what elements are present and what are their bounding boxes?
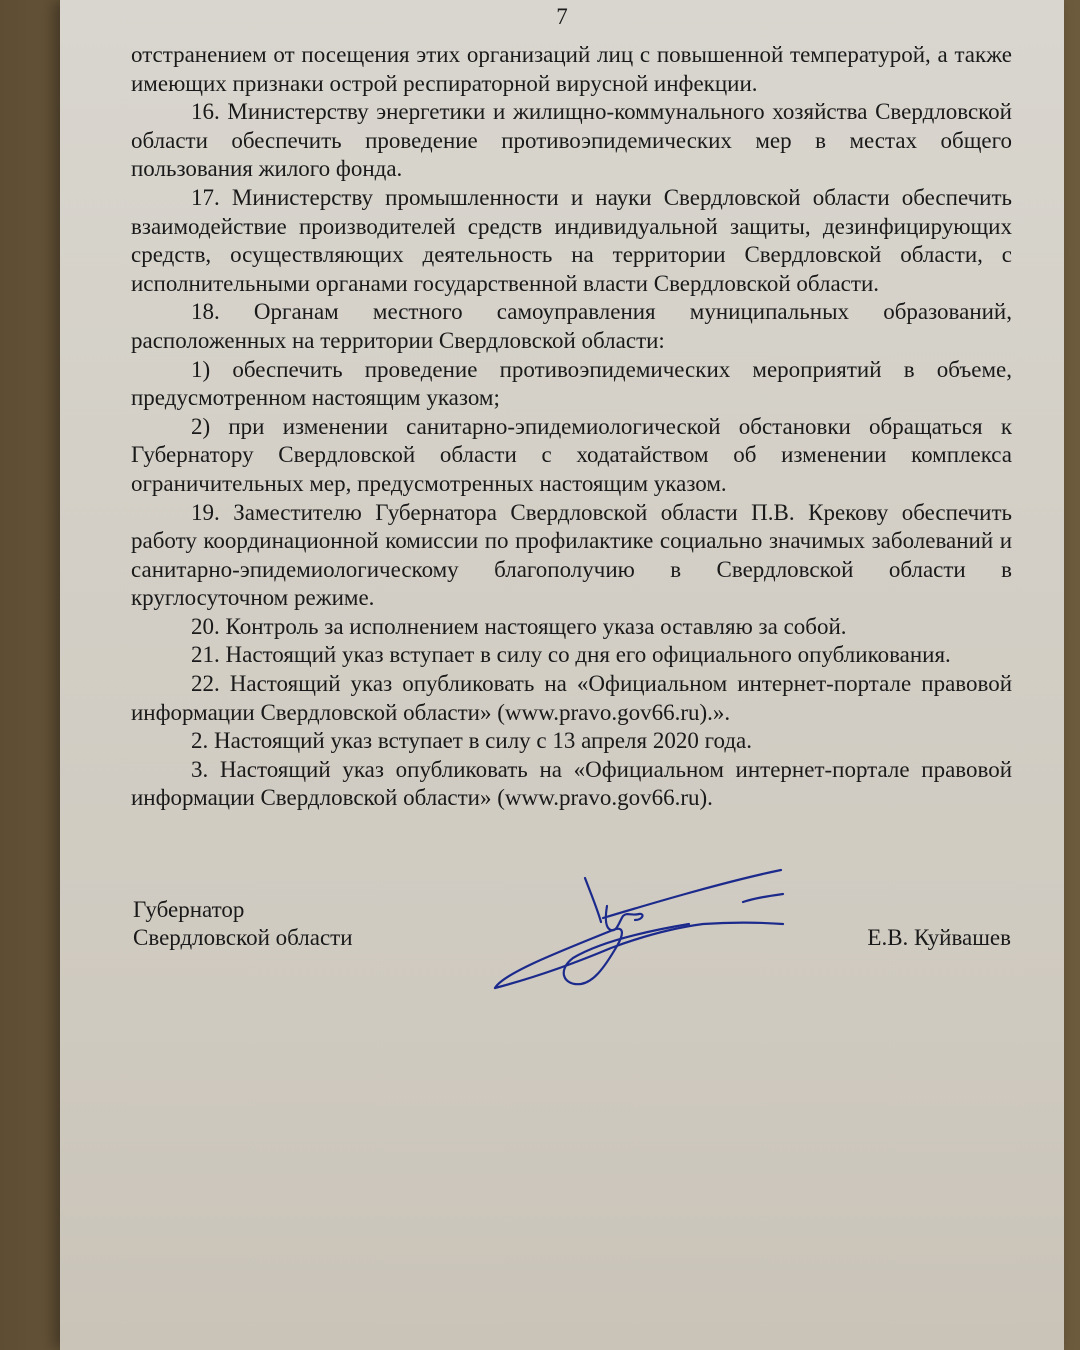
paragraph-item-18-1: 1) обеспечить проведение противоэпидемических мероприятий в объеме, предусмотренном настоящим указом; [131, 356, 1012, 411]
document-page [60, 0, 1064, 1350]
paragraph-clause-3: 3. Настоящий указ опубликовать на «Официальном интернет-портале правовой информации Свердловской области» (www.pravo.gov66.ru). [131, 756, 1012, 811]
paragraph-item-21: 21. Настоящий указ вступает в силу со дня его официального опубликования. [191, 642, 951, 668]
signatory-name: Е.В. Куйвашев [867, 925, 1011, 950]
paragraph-item-16: 16. Министерству энергетики и жилищно-коммунального хозяйства Свердловской области обеспечить проведение противоэпидемических мер в местах общего пользования жилого фонда. [131, 99, 1012, 182]
page-number: 7 [556, 4, 568, 29]
paragraph-item-17: 17. Министерству промышленности и науки Свердловской области обеспечить взаимодействие производителей средств индивидуальной защиты, дезинфицирующих средств, осуществляющих деятельность на территории Свердловской области, с исполнительными органами государственной власти Свердловской области. [131, 184, 1012, 296]
paragraph-item-19: 19. Заместителю Губернатора Свердловской области П.В. Крекову обеспечить работу координационной комиссии по профилактике социально значимых заболеваний и санитарно-эпидемиологическому благополучию в Свердловской области в круглосуточном режиме. [131, 499, 1012, 611]
signatory-title [133, 896, 353, 952]
paragraph-item-18: 18. Органам местного самоуправления муниципальных образований, расположенных на территории Свердловской области: [131, 299, 1012, 353]
document-body [131, 41, 1012, 813]
signatory-title-line-2: Свердловской области [133, 925, 353, 950]
signature-block [133, 896, 1011, 1036]
paragraph-item-22: 22. Настоящий указ опубликовать на «Официальном интернет-портале правовой информации Свердловской области» (www.pravo.gov66.ru).». [131, 671, 1012, 725]
signatory-title-line-1: Губернатор [133, 897, 245, 922]
handwritten-signature [493, 866, 793, 1006]
paragraph-clause-2: 2. Настоящий указ вступает в силу с 13 апреля 2020 года. [191, 728, 752, 754]
paragraph-item-20: 20. Контроль за исполнением настоящего указа оставляю за собой. [191, 613, 847, 639]
paragraph-item-18-2: 2) при изменении санитарно-эпидемиологической обстановки обращаться к Губернатору Свердловской области с ходатайством об изменении комплекса ограничительных мер, предусмотренных настоящим указом. [131, 413, 1012, 496]
paragraph-continuation: отстранением от посещения этих организаций лиц с повышенной температурой, а также имеющих признаки острой респираторной вирусной инфекции. [131, 42, 1012, 96]
